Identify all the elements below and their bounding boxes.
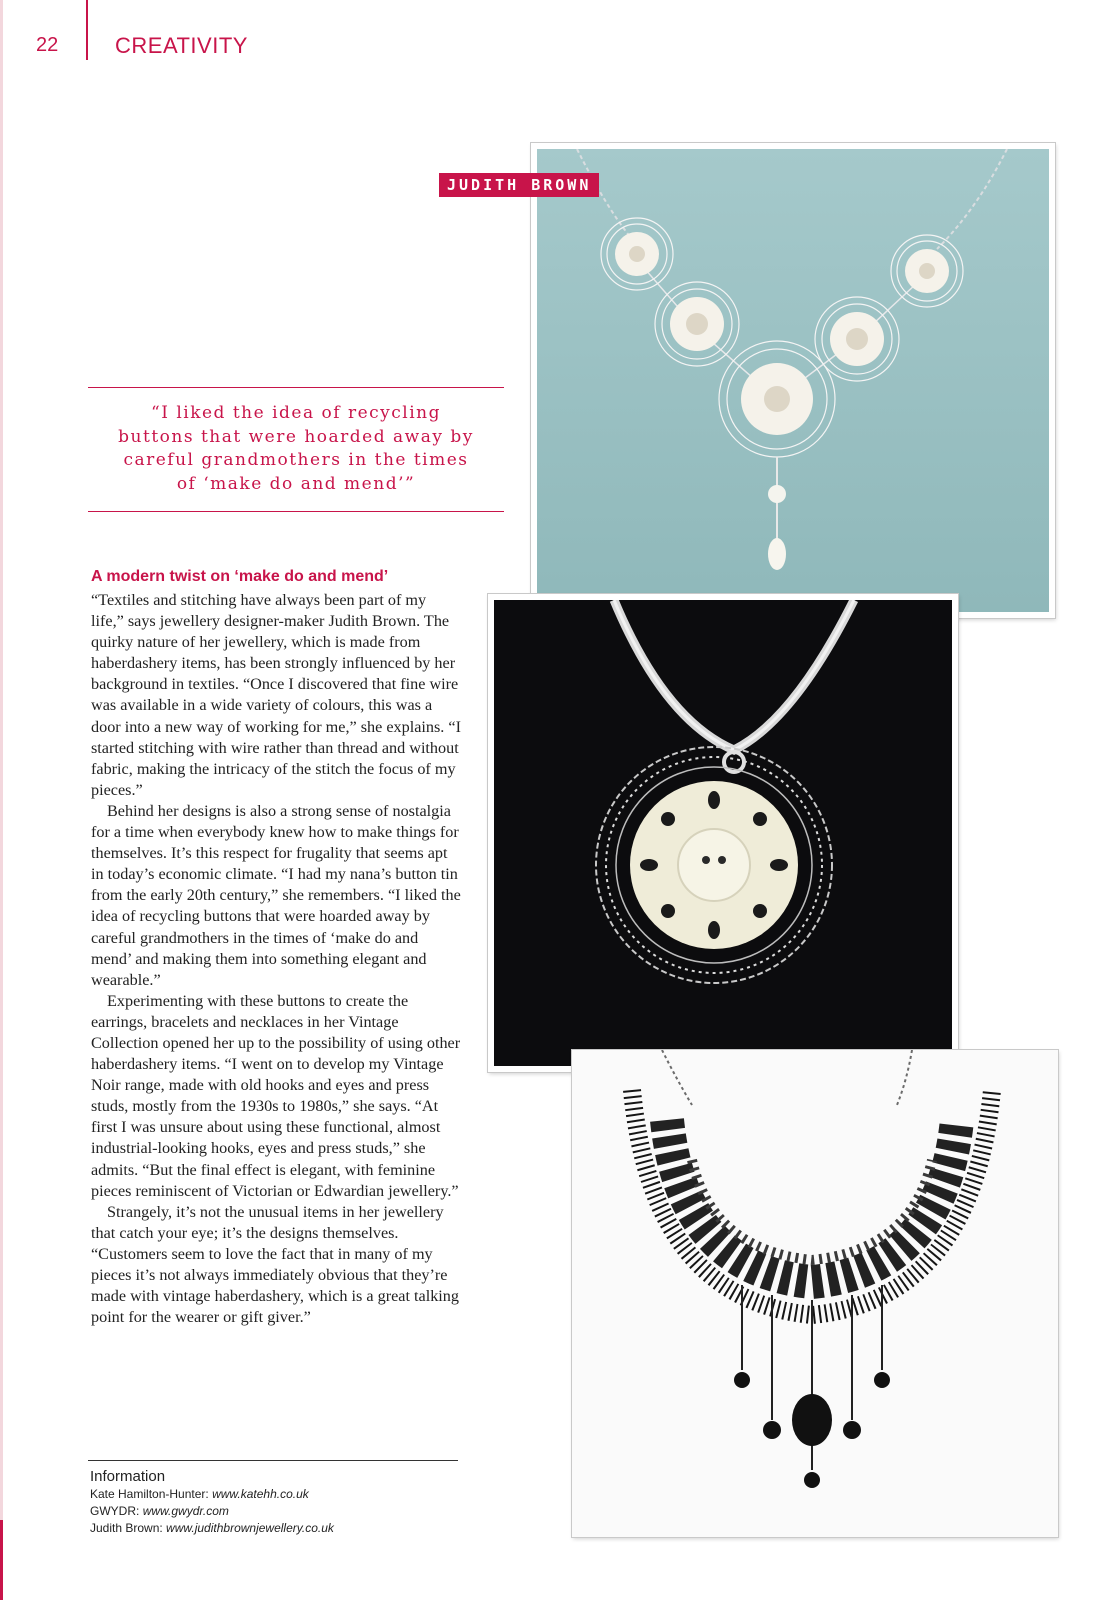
information-entry-url[interactable]: www.katehh.co.uk: [212, 1487, 309, 1501]
white-crochet-rose-necklace-photo: [531, 143, 1055, 618]
information-box: [90, 1467, 490, 1537]
article-body: [91, 567, 461, 1328]
mother-of-pearl-button-pendant-photo: [488, 594, 958, 1072]
article-paragraph-4: Strangely, it’s not the unusual items in her jewellery that catch your eye; it’s the designs themselves. “Customers seem to love the fact that in many of my pieces it’s not always immediately obvious that they’re made with vintage haberdashery, which is a great talking point for the wearer or gift giver.”: [91, 1202, 459, 1327]
article-paragraph-1: “Textiles and stitching have always been part of my life,” says jewellery designer-maker Judith Brown. The quirky nature of her jewellery, which is made from haberdashery items, has been strongly influenced by her background in textiles. “Once I discovered that fine wire was available in a wide variety of colours, this was a door into a new way of working for me,” she explains. “I started stitching with wire rather than thread and without fabric, making the intricacy of the stitch the focus of my pieces.”: [91, 591, 461, 799]
article-paragraph-2: Behind her designs is also a strong sense of nostalgia for a time when everybody knew how to make things for themselves. It’s this respect for frugality that seems apt in today’s economic climate. “I had my nana’s button tin from the early 20th century,” she remembers. “I liked the idea of recycling buttons that were hoarded away by careful grandmothers in the times of ‘make do and mend’ and making them into something elegant and wearable.”: [91, 801, 461, 989]
information-entry: [90, 1486, 490, 1503]
page-edge-accent: [0, 1520, 3, 1600]
page-edge-strip: [0, 0, 3, 1600]
information-entry-url[interactable]: www.judithbrownjewellery.co.uk: [166, 1521, 334, 1535]
information-entry-label: GWYDR:: [90, 1504, 140, 1518]
pull-quote-bottom-rule: [88, 511, 504, 512]
black-hooks-and-eyes-necklace-photo: [572, 1050, 1058, 1537]
information-entry-url[interactable]: www.gwydr.com: [142, 1504, 229, 1518]
pull-quote-top-rule: [88, 387, 504, 388]
information-entry-label: Kate Hamilton-Hunter:: [90, 1487, 209, 1501]
information-entry: [90, 1503, 490, 1520]
page-number: 22: [36, 34, 59, 56]
article-subheading: A modern twist on ‘make do and mend’: [91, 568, 389, 585]
article-paragraph-3: Experimenting with these buttons to create the earrings, bracelets and necklaces in her Vintage Collection opened her up to the possibility of using other haberdashery items. “I went on to develop my Vintage Noir range, made with old hooks and eyes and press studs, mostly from the 1930s to 1980s,” she says. “At first I was unsure about using these functional, almost industrial-looking hooks, eyes and press studs,” she admits. “But the final effect is elegant, with feminine pieces reminiscent of Victorian or Edwardian jewellery.”: [91, 991, 461, 1200]
information-divider: [88, 1460, 458, 1461]
section-title: CREATIVITY: [115, 33, 248, 58]
header-divider: [86, 0, 88, 60]
information-heading: Information: [90, 1468, 166, 1485]
information-entry: [90, 1520, 490, 1537]
pull-quote: “I liked the idea of recycling buttons that were hoarded away by careful grandmothers in the times of ‘make do and mend’”: [118, 403, 474, 494]
designer-name-tag: JUDITH BROWN: [439, 173, 599, 197]
information-entry-label: Judith Brown:: [90, 1521, 163, 1535]
